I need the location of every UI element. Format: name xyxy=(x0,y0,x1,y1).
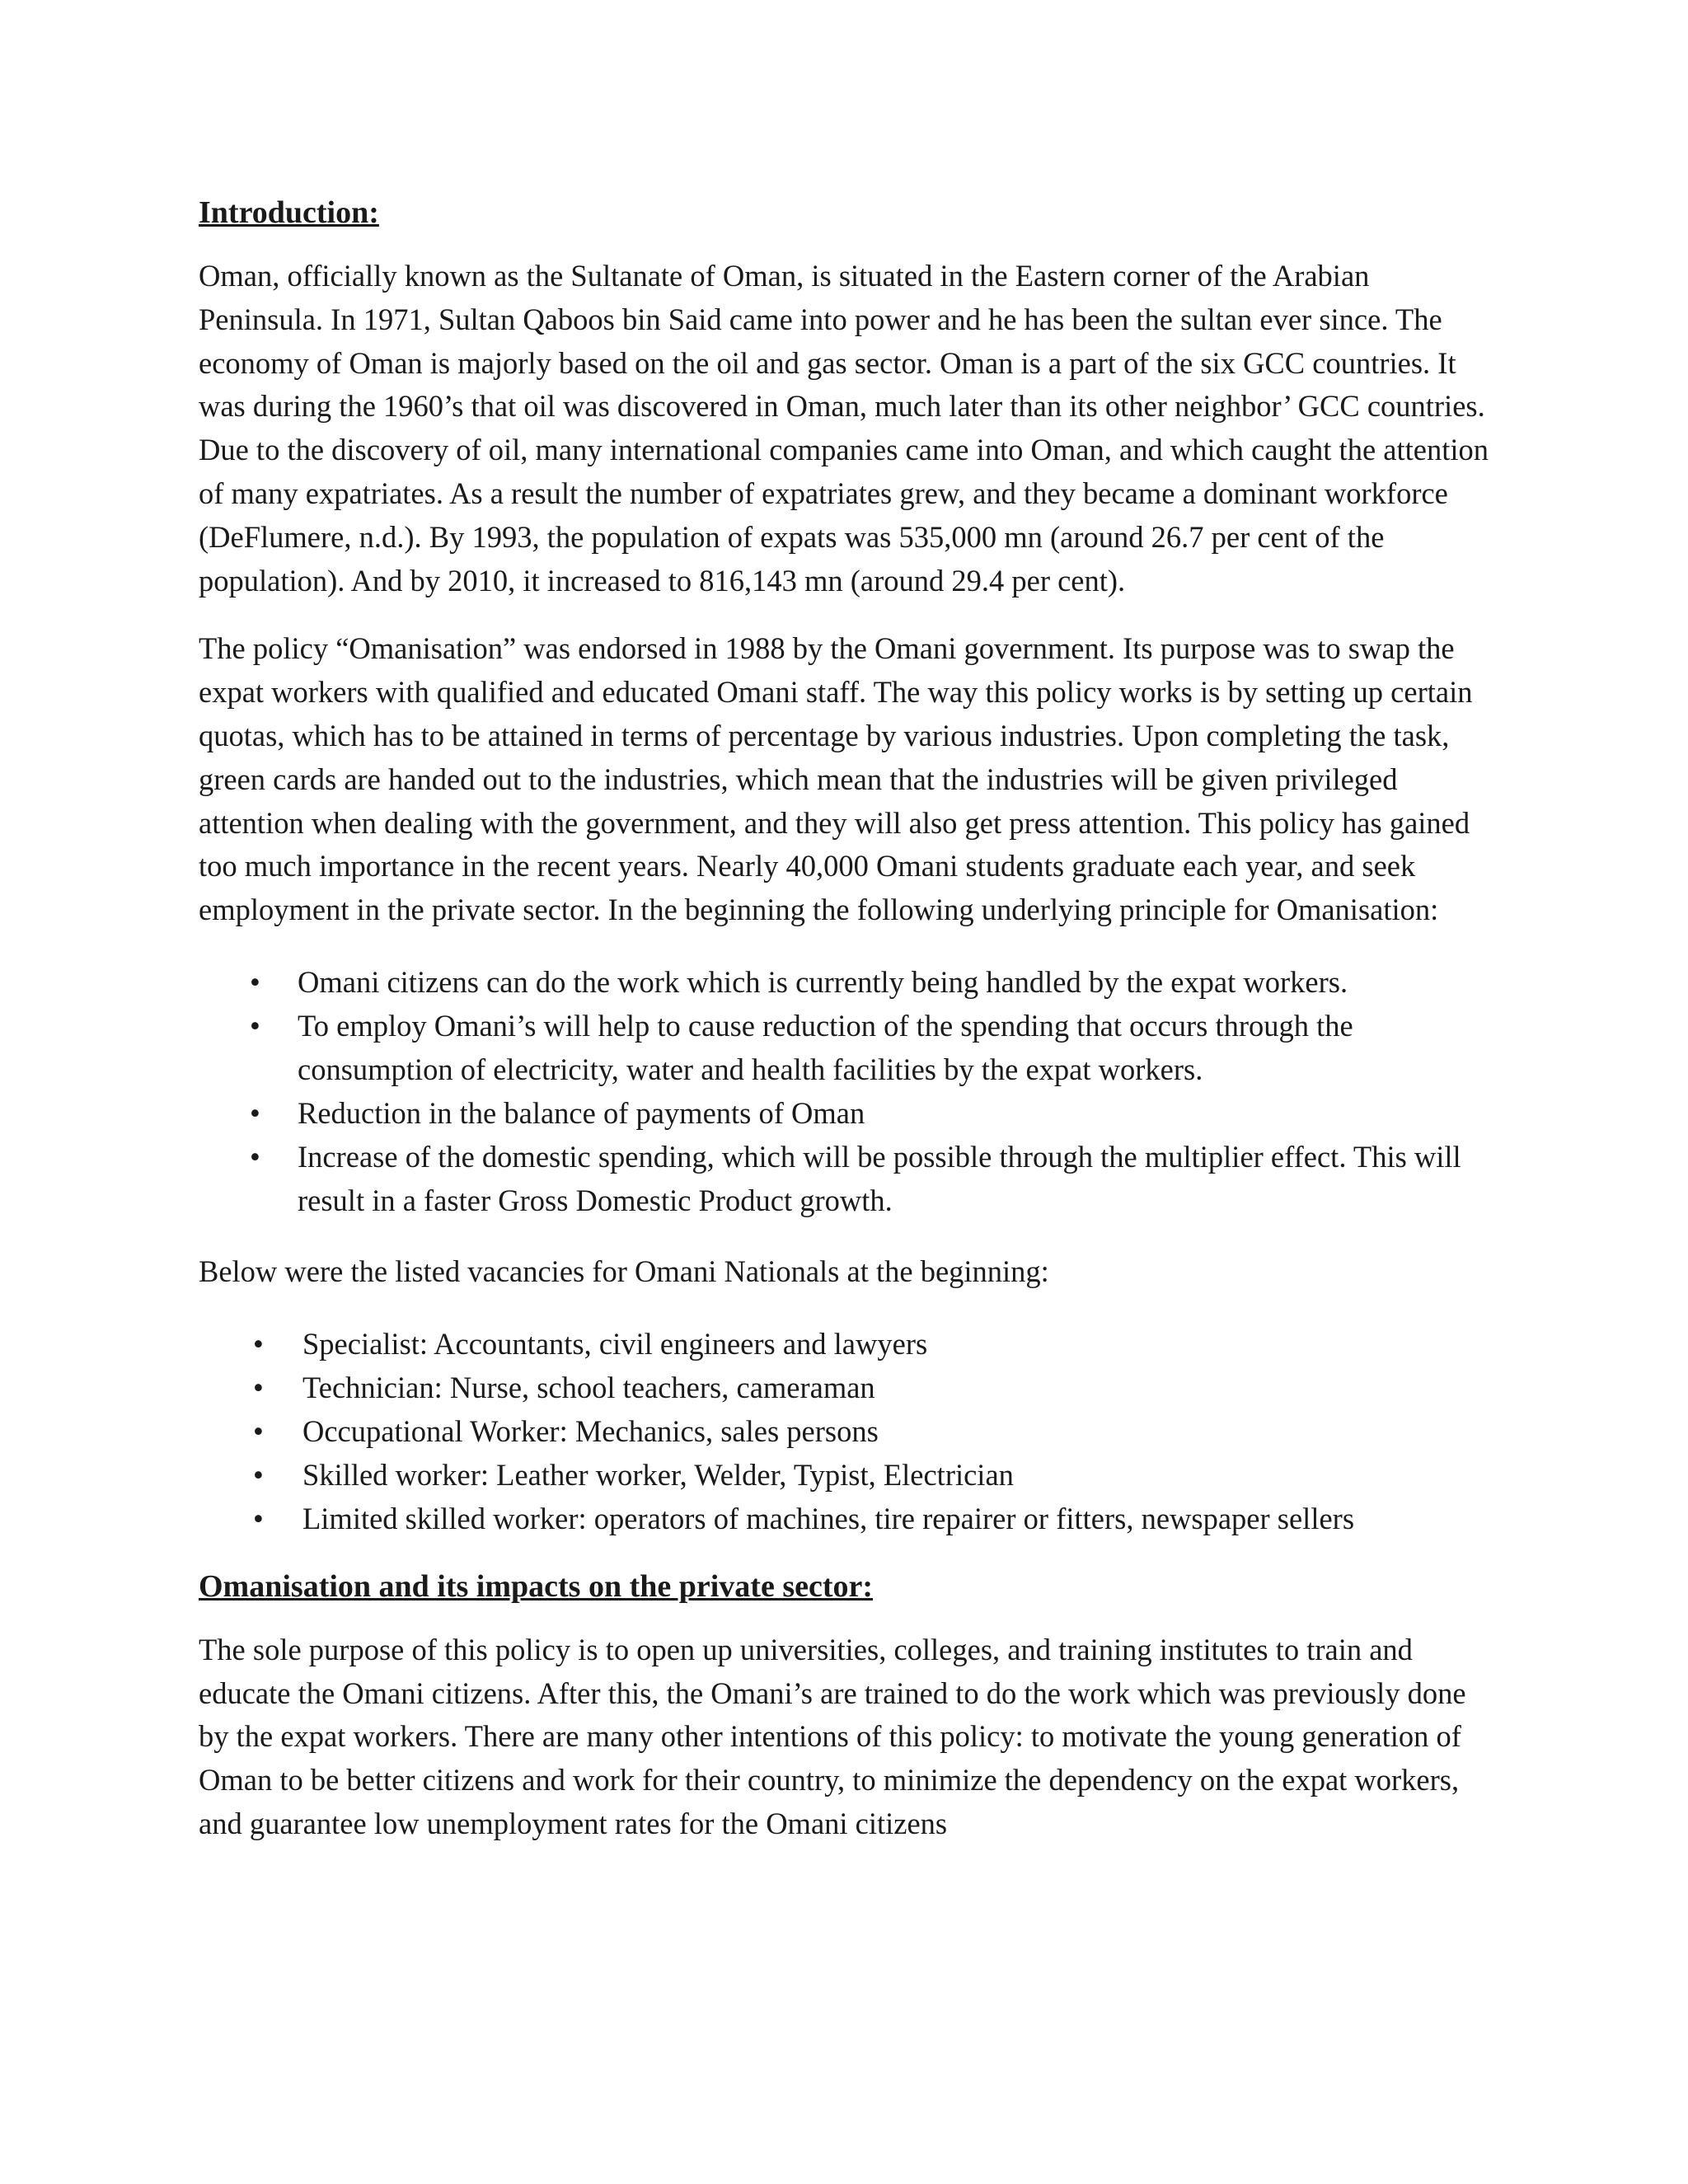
introduction-paragraph: Oman, officially known as the Sultanate of Oman, is situated in the Eastern corner of the Arabian Peninsula. In 1971, Sultan Qaboos bin Said came into power and he has been the sultan ever since. The economy of Oman is majorly based on the oil and gas sector. Oman is a part of the six GCC countries. It was during the 1960’s that oil was discovered in Oman, much later than its other neighbor’ GCC countries. Due to the discovery of oil, many international companies came into Oman, and which caught the attention of many expatriates. As a result the number of expatriates grew, and they became a dominant workforce (DeFlumere, n.d.). By 1993, the population of expats was 535,000 mn (around 26.7 per cent of the population). And by 2010, it increased to 816,143 mn (around 29.4 per cent). xyxy=(199,259,1489,598)
bullet-icon: • xyxy=(253,1501,264,1535)
list-item: • Omani citizens can do the work which is currently being handled by the expat workers. xyxy=(199,960,1501,1004)
bullet-icon: • xyxy=(250,1095,260,1130)
bullet-icon: • xyxy=(250,1139,260,1174)
bullet-icon: • xyxy=(250,964,260,999)
impacts-heading: Omanisation and its impacts on the private sector: xyxy=(199,1568,874,1604)
bullet-icon: • xyxy=(253,1370,264,1404)
list-item: • Occupational Worker: Mechanics, sales persons xyxy=(199,1409,1501,1453)
list-item: • Reduction in the balance of payments of Oman xyxy=(199,1091,1501,1135)
list-item: • Limited skilled worker: operators of machines, tire repairer or fitters, newspaper sellers xyxy=(199,1497,1501,1540)
vacancies-list xyxy=(199,1322,1501,1540)
bullet-icon: • xyxy=(253,1457,264,1492)
list-item: • Technician: Nurse, school teachers, cameraman xyxy=(199,1366,1501,1409)
bullet-icon: • xyxy=(253,1413,264,1448)
list-item: • Increase of the domestic spending, which will be possible through the multiplier effect. This will result in a faster Gross Domestic Product growth. xyxy=(199,1135,1501,1222)
vacancies-intro: Below were the listed vacancies for Omani Nationals at the beginning: xyxy=(199,1254,1049,1288)
principles-list xyxy=(199,960,1501,1222)
list-item: • Specialist: Accountants, civil engineers and lawyers xyxy=(199,1322,1501,1366)
omanisation-policy-paragraph: The policy “Omanisation” was endorsed in 1988 by the Omani government. Its purpose was to swap the expat workers with qualified and educated Omani staff. The way this policy works is by setting up certain quotas, which has to be attained in terms of percentage by various industries. Upon completing the task, green cards are handed out to the industries, which mean that the industries will be given privileged attention when dealing with the government, and they will also get press attention. This policy has gained too much importance in the recent years. Nearly 40,000 Omani students graduate each year, and seek employment in the private sector. In the beginning the following underlying principle for Omanisation: xyxy=(199,631,1473,927)
list-item: • Skilled worker: Leather worker, Welder, Typist, Electrician xyxy=(199,1453,1501,1497)
list-item: • To employ Omani’s will help to cause reduction of the spending that occurs through the consumption of electricity, water and health facilities by the expat workers. xyxy=(199,1004,1501,1091)
bullet-icon: • xyxy=(250,1008,260,1043)
bullet-icon: • xyxy=(253,1326,264,1361)
introduction-heading: Introduction: xyxy=(199,195,379,230)
impacts-paragraph: The sole purpose of this policy is to open up universities, colleges, and training institutes to train and educate the Omani citizens. After this, the Omani’s are trained to do the work which was previously done by the expat workers. There are many other intentions of this policy: to motivate the young generation of Oman to be better citizens and work for their country, to minimize the dependency on the expat workers, and guarantee low unemployment rates for the Omani citizens xyxy=(199,1632,1466,1840)
document-page xyxy=(199,191,1501,1846)
